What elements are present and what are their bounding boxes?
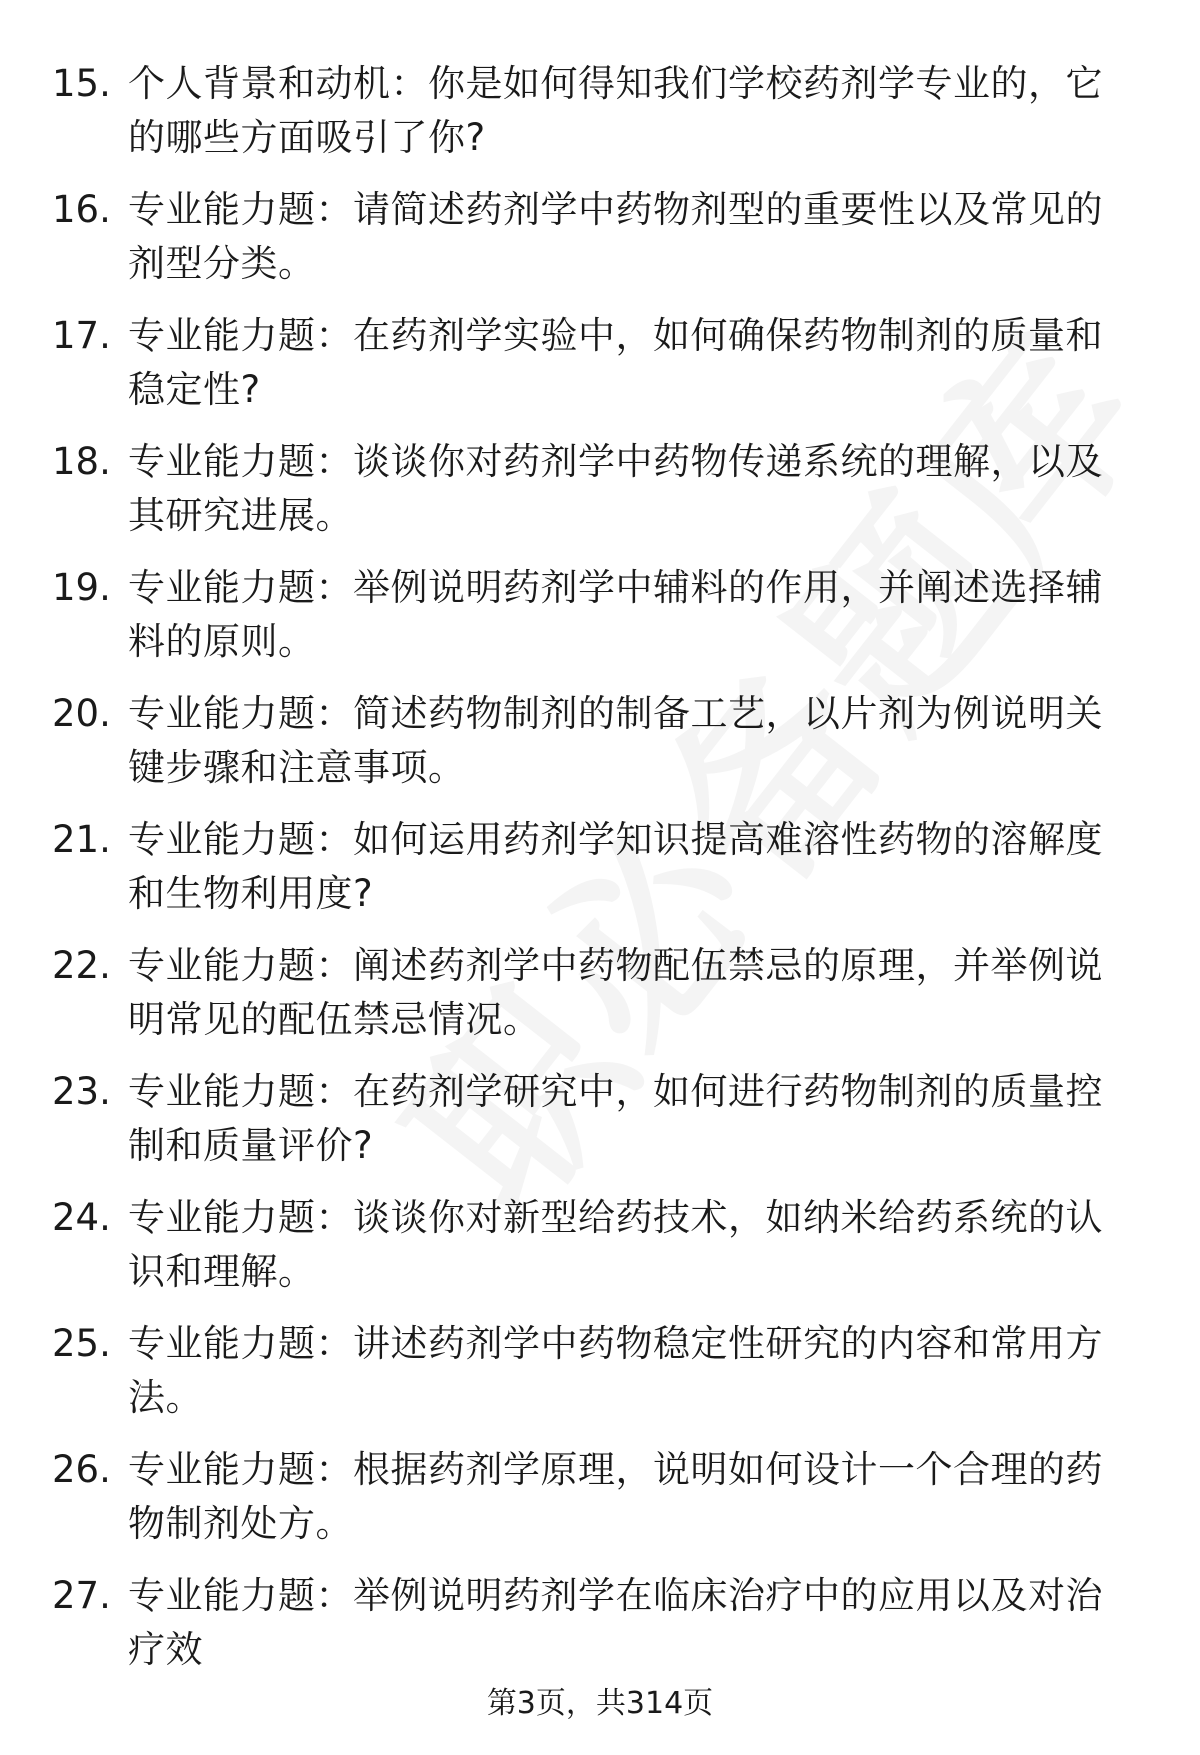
list-item	[0, 687, 1200, 813]
item-number: 27.	[52, 1574, 111, 1617]
list-item	[0, 1317, 1200, 1443]
item-number: 17.	[52, 314, 111, 357]
item-number: 19.	[52, 566, 111, 609]
item-number: 20.	[52, 692, 111, 735]
item-number: 26.	[52, 1448, 111, 1491]
item-text: 专业能力题：简述药物制剂的制备工艺，以片剂为例说明关键步骤和注意事项。	[128, 692, 1103, 789]
question-list	[0, 57, 1200, 1695]
list-item	[0, 309, 1200, 435]
item-number: 18.	[52, 440, 111, 483]
item-text: 专业能力题：根据药剂学原理，说明如何设计一个合理的药物制剂处方。	[128, 1448, 1103, 1545]
list-item	[0, 1191, 1200, 1317]
item-text: 个人背景和动机：你是如何得知我们学校药剂学专业的，它的哪些方面吸引了你?	[128, 62, 1103, 159]
item-number: 15.	[52, 62, 111, 105]
item-text: 专业能力题：阐述药剂学中药物配伍禁忌的原理，并举例说明常见的配伍禁忌情况。	[128, 944, 1103, 1041]
item-number: 22.	[52, 944, 111, 987]
item-number: 24.	[52, 1196, 111, 1239]
list-item	[0, 1065, 1200, 1191]
item-text: 专业能力题：在药剂学研究中，如何进行药物制剂的质量控制和质量评价?	[128, 1070, 1103, 1167]
list-item	[0, 813, 1200, 939]
page-footer: 第3页，共314页	[486, 1686, 714, 1721]
list-item	[0, 1569, 1200, 1695]
item-text: 专业能力题：如何运用药剂学知识提高难溶性药物的溶解度和生物利用度?	[128, 818, 1103, 915]
item-text: 专业能力题：请简述药剂学中药物剂型的重要性以及常见的剂型分类。	[128, 188, 1103, 285]
list-item	[0, 183, 1200, 309]
list-item	[0, 1443, 1200, 1569]
item-text: 专业能力题：谈谈你对新型给药技术，如纳米给药系统的认识和理解。	[128, 1196, 1103, 1293]
list-item	[0, 939, 1200, 1065]
item-text: 专业能力题：谈谈你对药剂学中药物传递系统的理解，以及其研究进展。	[128, 440, 1103, 537]
list-item	[0, 57, 1200, 183]
item-text: 专业能力题：举例说明药剂学中辅料的作用，并阐述选择辅料的原则。	[128, 566, 1103, 663]
item-number: 23.	[52, 1070, 111, 1113]
item-text: 专业能力题：讲述药剂学中药物稳定性研究的内容和常用方法。	[128, 1322, 1103, 1419]
item-number: 25.	[52, 1322, 111, 1365]
list-item	[0, 561, 1200, 687]
item-number: 16.	[52, 188, 111, 231]
item-number: 21.	[52, 818, 111, 861]
item-text: 专业能力题：举例说明药剂学在临床治疗中的应用以及对治疗效	[128, 1574, 1103, 1671]
item-text: 专业能力题：在药剂学实验中，如何确保药物制剂的质量和稳定性?	[128, 314, 1103, 411]
list-item	[0, 435, 1200, 561]
